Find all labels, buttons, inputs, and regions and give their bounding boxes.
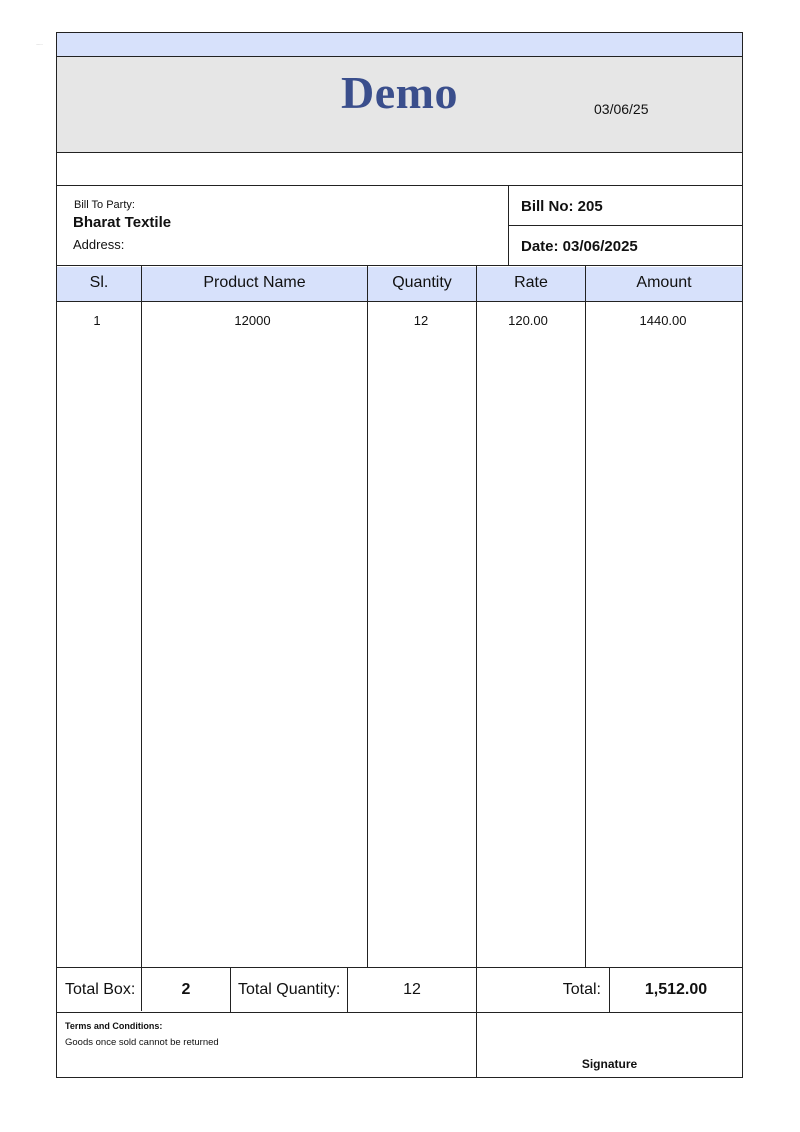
bill-to-label: Bill To Party:	[74, 199, 135, 211]
cell-sl: 1	[93, 313, 101, 328]
bill-date: Date: 03/06/2025	[521, 238, 638, 255]
signature-label: Signature	[581, 1057, 638, 1071]
total-quantity-label: Total Quantity:	[238, 981, 341, 998]
column-divider	[230, 967, 231, 1012]
divider	[56, 301, 743, 302]
divider	[56, 967, 743, 968]
column-divider	[476, 265, 477, 1078]
grand-total-value: 1,512.00	[644, 981, 708, 998]
terms-text: Goods once sold cannot be returned	[65, 1037, 219, 1048]
column-divider	[585, 265, 586, 968]
cell-rate: 120.00	[508, 313, 548, 328]
cell-quantity: 12	[413, 313, 429, 328]
column-divider	[141, 265, 142, 1011]
document-title: Demo	[341, 67, 458, 118]
column-header-rate: Rate	[514, 274, 548, 291]
total-box-label: Total Box:	[65, 981, 136, 998]
column-header-quantity: Quantity	[392, 274, 452, 291]
column-header-sl: Sl.	[89, 274, 109, 291]
divider	[508, 225, 743, 226]
bill-number: Bill No: 205	[521, 198, 603, 215]
divider	[56, 1012, 743, 1013]
column-header-product: Product Name	[203, 274, 306, 291]
divider	[56, 56, 743, 57]
invoice-frame	[56, 32, 743, 1078]
cell-product: 12000	[234, 313, 271, 328]
address-label: Address:	[73, 237, 125, 252]
column-divider	[367, 265, 368, 968]
header-date: 03/06/25	[594, 101, 649, 117]
divider	[56, 185, 743, 186]
grand-total-label: Total:	[562, 981, 601, 998]
divider	[508, 185, 509, 266]
terms-title: Terms and Conditions:	[65, 1021, 163, 1031]
party-name: Bharat Textile	[73, 214, 172, 231]
total-quantity-value: 12	[403, 981, 421, 998]
divider	[56, 152, 743, 153]
total-box-value: 2	[181, 981, 191, 998]
divider	[56, 265, 743, 266]
column-header-amount: Amount	[636, 274, 692, 291]
corner-label: ........	[36, 42, 43, 46]
cell-amount: 1440.00	[639, 313, 687, 328]
